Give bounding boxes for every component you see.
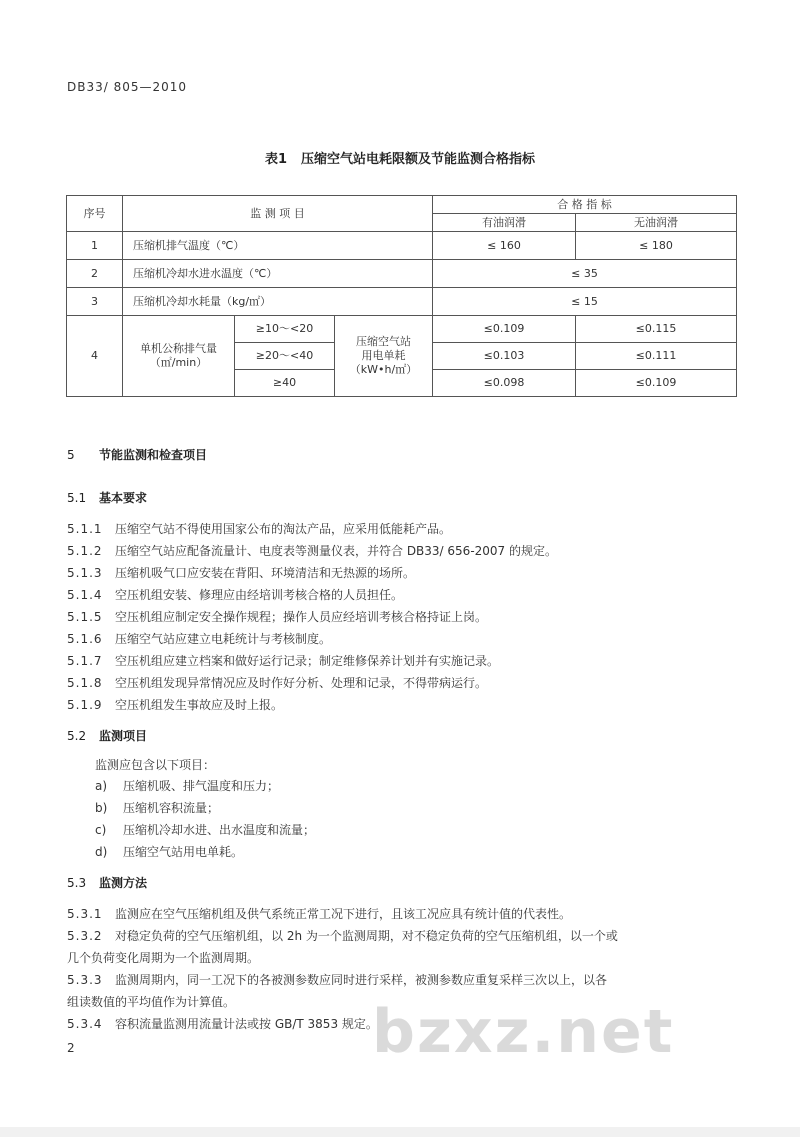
row-nooil: ≤0.111 — [576, 343, 737, 370]
displacement-range: ≥20～<40 — [235, 343, 335, 370]
page-bottom-band — [0, 1127, 800, 1137]
row-seq: 1 — [67, 232, 123, 260]
clause-5-3-2-cont: 几个负荷变化周期为一个监测周期。 — [67, 951, 260, 965]
page-number: 2 — [67, 1041, 75, 1055]
clause-5-3-2: 5.3.2 对稳定负荷的空气压缩机组，以 2h 为一个监测周期，对不稳定负荷的空气压缩机组，以一个或 — [67, 929, 618, 943]
displacement-range: ≥40 — [235, 370, 335, 397]
section-5-heading: 5 节能监测和检查项目 — [67, 448, 208, 462]
list-item: b) 压缩机容积流量； — [95, 801, 220, 815]
clause-5-3-3-cont: 组读数值的平均值作为计算值。 — [67, 995, 236, 1009]
row-seq: 4 — [67, 316, 123, 397]
power-consumption-label: 压缩空气站 用电单耗 （kW•h/㎡） — [335, 316, 433, 397]
row-nooil: ≤ 180 — [576, 232, 737, 260]
table-number: 表1 — [264, 152, 288, 167]
watermark: bzxz.net — [372, 997, 675, 1067]
clause-5-1-8: 5.1.8 空压机组发现异常情况应及时作好分析、处理和记录，不得带病运行。 — [67, 676, 488, 690]
document-code: DB33/ 805—2010 — [67, 80, 188, 94]
header-oil: 有油润滑 — [433, 214, 576, 232]
header-item: 监 测 项 目 — [123, 196, 433, 232]
table-title: 压缩空气站电耗限额及节能监测合格指标 — [301, 152, 536, 167]
table-row — [67, 288, 737, 316]
clause-5-3-4: 5.3.4 容积流量监测用流量计法或按 GB/T 3853 规定。 — [67, 1017, 378, 1031]
table-row — [67, 260, 737, 288]
row-value: ≤ 15 — [433, 288, 737, 316]
row-nooil: ≤0.115 — [576, 316, 737, 343]
header-seq: 序号 — [67, 196, 123, 232]
clause-5-1-5: 5.1.5 空压机组应制定安全操作规程；操作人员应经培训考核合格持证上岗。 — [67, 610, 488, 624]
list-item: a) 压缩机吸、排气温度和压力； — [95, 779, 280, 793]
row-seq: 2 — [67, 260, 123, 288]
row-value: ≤ 35 — [433, 260, 737, 288]
clause-5-1-3: 5.1.3 压缩机吸气口应安装在背阳、环境清洁和无热源的场所。 — [67, 566, 416, 580]
section-5-1-heading: 5.1 基本要求 — [67, 491, 148, 505]
row-item: 压缩机冷却水耗量（kg/㎡） — [123, 288, 433, 316]
spec-table — [66, 195, 737, 397]
header-qualified: 合 格 指 标 — [433, 196, 737, 214]
clause-5-3-3: 5.3.3 监测周期内，同一工况下的各被测参数应同时进行采样，被测参数应重复采样三次以上，以各 — [67, 973, 608, 987]
list-item: c) 压缩机冷却水进、出水温度和流量； — [95, 823, 316, 837]
row-seq: 3 — [67, 288, 123, 316]
displacement-range: ≥10～<20 — [235, 316, 335, 343]
row-oil: ≤ 160 — [433, 232, 576, 260]
row-item: 压缩机排气温度（℃） — [123, 232, 433, 260]
list-item: d) 压缩空气站用电单耗。 — [95, 845, 244, 859]
table-caption — [0, 148, 800, 167]
section-5-3-heading: 5.3 监测方法 — [67, 876, 148, 890]
clause-5-1-4: 5.1.4 空压机组安装、修理应由经培训考核合格的人员担任。 — [67, 588, 404, 602]
row-oil: ≤0.098 — [433, 370, 576, 397]
clause-5-1-9: 5.1.9 空压机组发生事故应及时上报。 — [67, 698, 284, 712]
row-nooil: ≤0.109 — [576, 370, 737, 397]
table-row — [67, 232, 737, 260]
table-row — [67, 316, 737, 343]
header-nooil: 无油润滑 — [576, 214, 737, 232]
section-5-2-intro: 监测应包含以下项目： — [95, 758, 216, 772]
clause-5-1-2: 5.1.2 压缩空气站应配备流量计、电度表等测量仪表，并符合 DB33/ 656-2007 的规定。 — [67, 544, 558, 558]
row-oil: ≤0.109 — [433, 316, 576, 343]
row-oil: ≤0.103 — [433, 343, 576, 370]
displacement-label: 单机公称排气量 （㎡/min） — [123, 316, 235, 397]
clause-5-3-1: 5.3.1 监测应在空气压缩机组及供气系统正常工况下进行，且该工况应具有统计值的代表性。 — [67, 907, 572, 921]
clause-5-1-1: 5.1.1 压缩空气站不得使用国家公布的淘汰产品，应采用低能耗产品。 — [67, 522, 452, 536]
section-5-2-heading: 5.2 监测项目 — [67, 729, 148, 743]
clause-5-1-6: 5.1.6 压缩空气站应建立电耗统计与考核制度。 — [67, 632, 332, 646]
clause-5-1-7: 5.1.7 空压机组应建立档案和做好运行记录；制定维修保养计划并有实施记录。 — [67, 654, 500, 668]
row-item: 压缩机冷却水进水温度（℃） — [123, 260, 433, 288]
